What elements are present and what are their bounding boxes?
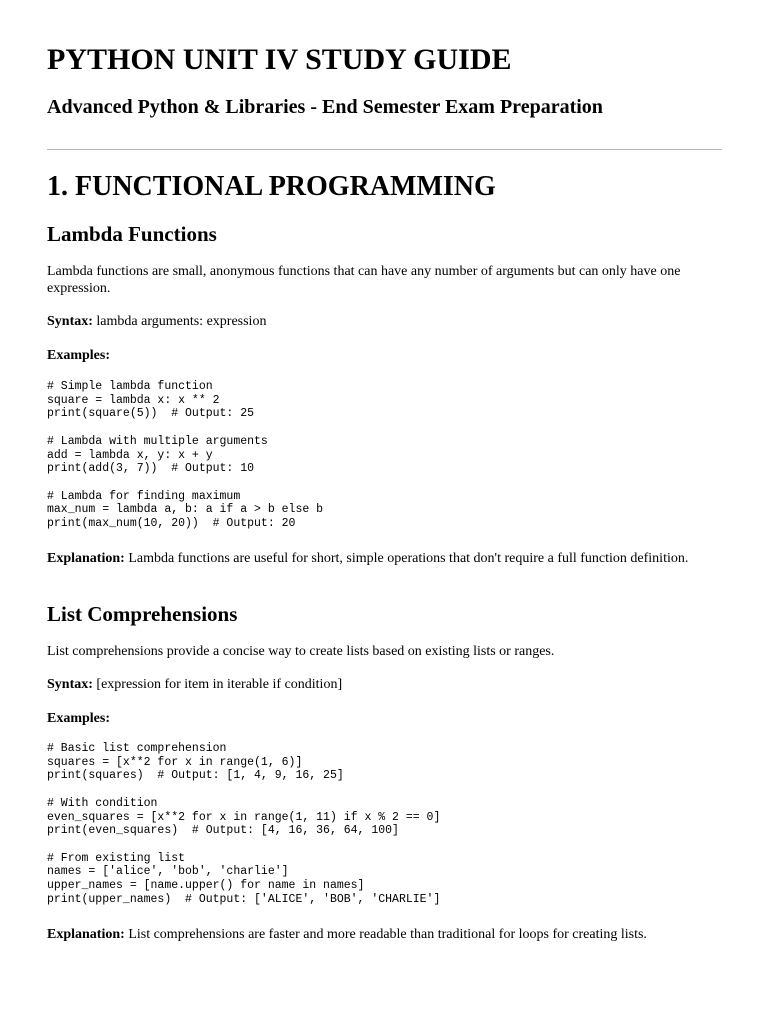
subsection-heading-lambda: Lambda Functions [47,222,217,246]
list-comp-intro-paragraph: List comprehensions provide a concise way to create lists based on existing lists or ranges. [47,644,555,659]
lambda-code-block: # Simple lambda function square = lambda x: x ** 2 print(square(5)) # Output: 25 # Lambda with multiple arguments add = lambda x, y: x + y print(add(3, 7)) # Output: 10 # Lambda for finding maximum max_num = lambda a, b: a if a > b else b print(max_num(10, 20)) # Output: 20 [47,380,324,531]
document-title: PYTHON UNIT IV STUDY GUIDE [47,43,512,76]
syntax-text: lambda arguments: expression [92,314,267,329]
examples-label: Examples: [47,711,110,726]
explanation-label: Explanation: [47,927,125,942]
list-comp-examples-label [47,710,727,727]
lambda-examples-label [47,347,727,364]
explanation-text: Lambda functions are useful for short, simple operations that don't require a full function definition. [124,551,689,566]
syntax-label: Syntax: [47,677,93,692]
syntax-text: [expression for item in iterable if condition] [92,677,343,692]
section-heading-functional-programming: 1. FUNCTIONAL PROGRAMMING [47,171,496,202]
document-subtitle: Advanced Python & Libraries - End Semester Exam Preparation [47,96,603,118]
horizontal-divider [47,149,722,150]
subsection-heading-list-comprehensions: List Comprehensions [47,602,238,626]
lambda-intro-paragraph: Lambda functions are small, anonymous functions that can have any number of arguments but can only have one expression. [47,264,681,296]
explanation-text: List comprehensions are faster and more readable than traditional for loops for creating lists. [124,927,647,942]
explanation-label: Explanation: [47,551,125,566]
lambda-syntax-line [47,313,727,330]
list-comp-syntax-line [47,676,727,693]
syntax-label: Syntax: [47,314,93,329]
lambda-explanation-paragraph [47,550,727,567]
list-comp-explanation-paragraph [47,926,727,943]
examples-label: Examples: [47,348,110,363]
list-comp-code-block: # Basic list comprehension squares = [x**2 for x in range(1, 6)] print(squares) # Output: [1, 4, 9, 16, 25] # With condition even_squares = [x**2 for x in range(1, 11) if x % 2 == 0] print(even_squares) # Output: [4, 16, 36, 64, 100] # From existing list names = ['alice', 'bob', 'charlie'] upper_names = [name.upper() for name in names] print(upper_names) # Output: ['ALICE', 'BOB', 'CHARLIE'] [47,742,441,906]
